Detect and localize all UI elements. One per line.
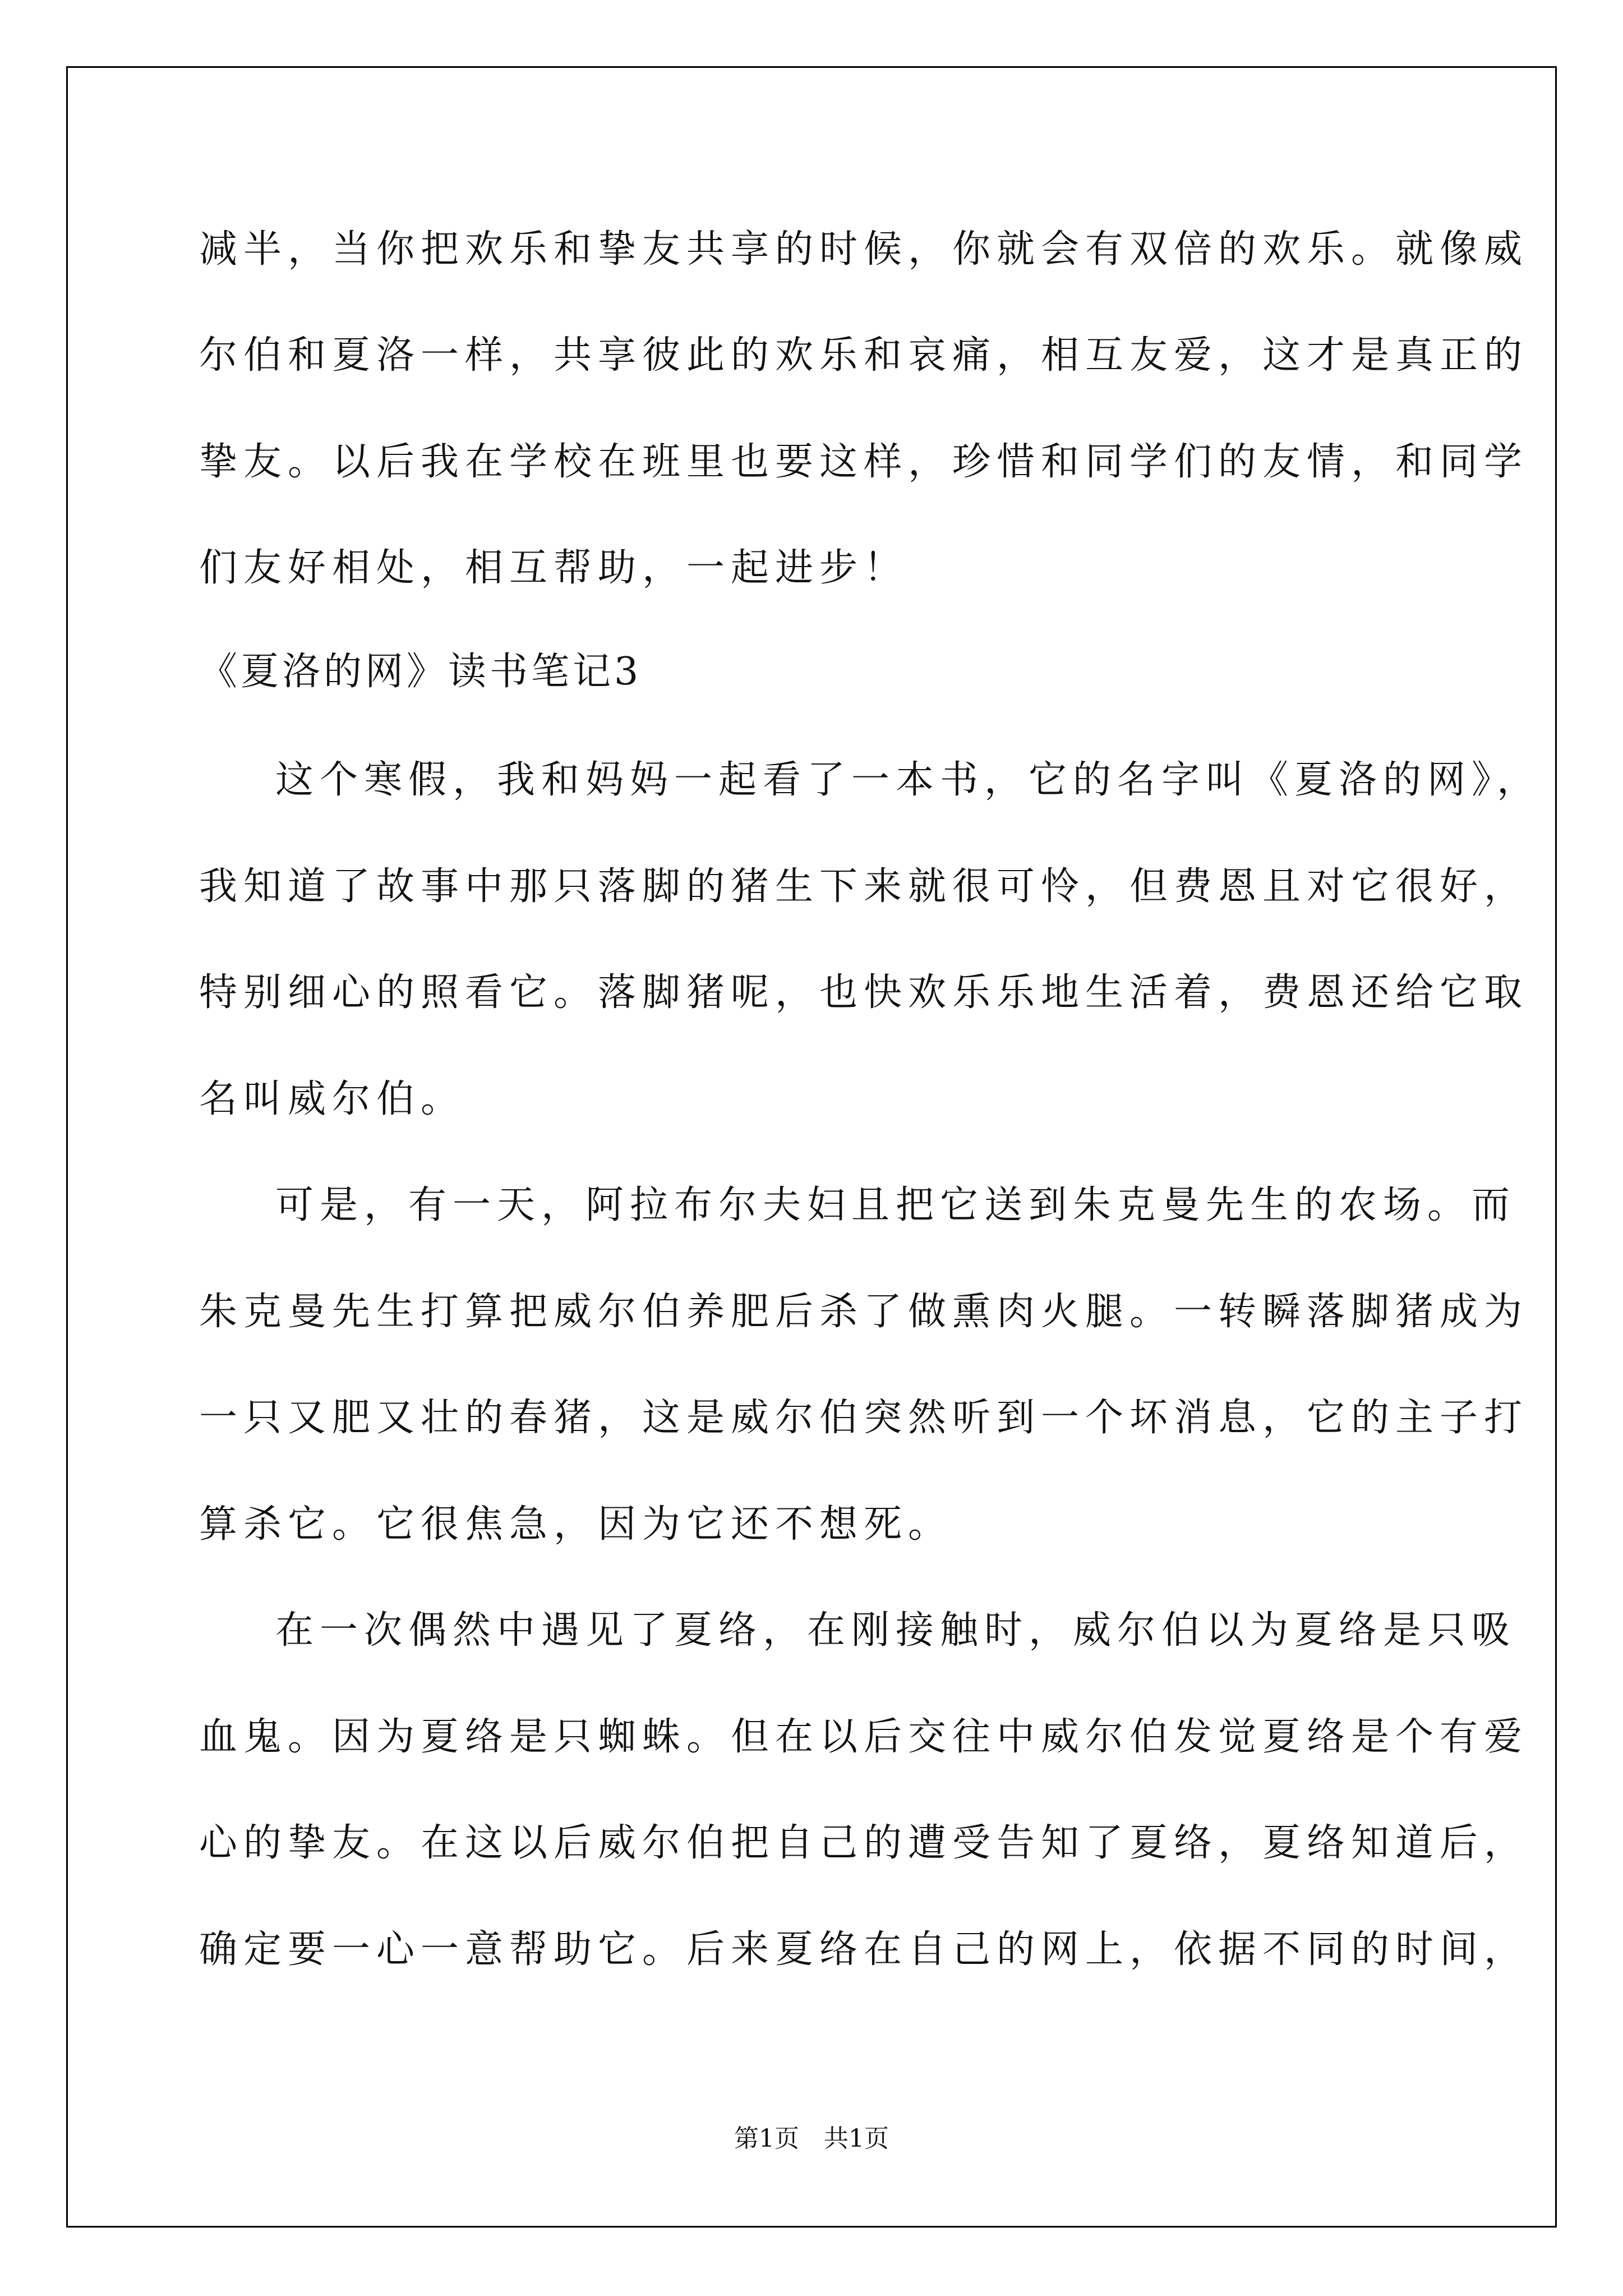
text-line: 我知道了故事中那只落脚的猪生下来就很可怜，但费恩且对它很好，	[199, 864, 1529, 909]
text-line: 挚友。以后我在学校在班里也要这样，珍惜和同学们的友情，和同学	[199, 440, 1529, 484]
section-heading: 《夏洛的网》读书笔记3	[199, 650, 642, 694]
paragraph-first-line: 这个寒假，我和妈妈一起看了一本书，它的名字叫《夏洛的网》，	[275, 758, 1542, 802]
text-line: 一只又肥又壮的春猪，这是威尔伯突然听到一个坏消息，它的主子打	[199, 1396, 1529, 1440]
paragraph-first-line: 可是，有一天，阿拉布尔夫妇且把它送到朱克曼先生的农场。而	[275, 1183, 1516, 1227]
text-line: 特别细心的照看它。落脚猪呢，也快欢乐乐地生活着，费恩还给它取	[199, 970, 1529, 1015]
page-border	[66, 66, 1557, 2228]
text-line: 确定要一心一意帮助它。后来夏络在自己的网上，依据不同的时间，	[199, 1927, 1529, 1972]
text-line: 减半，当你把欢乐和挚友共享的时候，你就会有双倍的欢乐。就像威	[199, 227, 1529, 272]
paragraph-first-line: 在一次偶然中遇见了夏络，在刚接触时，威尔伯以为夏络是只吸	[275, 1608, 1516, 1653]
text-line: 算杀它。它很焦急，因为它还不想死。	[199, 1502, 953, 1547]
text-line: 血鬼。因为夏络是只蜘蛛。但在以后交往中威尔伯发觉夏络是个有爱	[199, 1715, 1529, 1759]
text-line: 心的挚友。在这以后威尔伯把自己的遭受告知了夏络，夏络知道后，	[199, 1821, 1529, 1865]
text-line: 朱克曼先生打算把威尔伯养肥后杀了做熏肉火腿。一转瞬落脚猪成为	[199, 1290, 1529, 1334]
text-line: 名叫威尔伯。	[199, 1077, 465, 1121]
text-line: 尔伯和夏洛一样，共享彼此的欢乐和哀痛，相互友爱，这才是真正的	[199, 333, 1529, 378]
text-line: 们友好相处，相互帮助，一起进步！	[199, 546, 909, 590]
page-footer: 第1页 共1页	[734, 2124, 889, 2153]
